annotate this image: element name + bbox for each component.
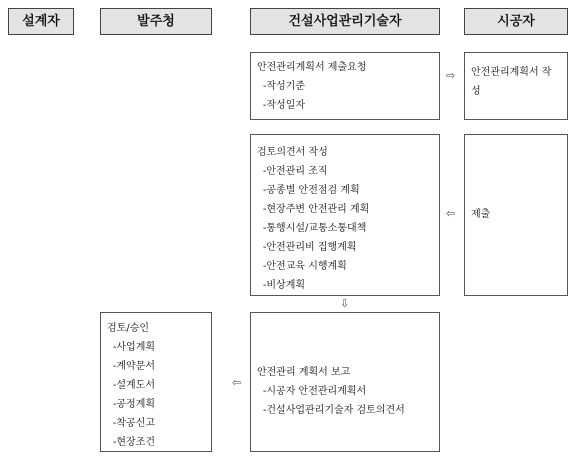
list-item: -작성기준 xyxy=(263,81,306,92)
left-arrow-icon: ⇦ xyxy=(232,376,242,389)
list-item: -착공신고 xyxy=(113,418,156,429)
contractor-submit-box xyxy=(464,134,568,296)
supervisor-report-list xyxy=(251,382,439,420)
client-approval-title: 검토/승인 xyxy=(107,323,150,334)
list-item: -통행시설/교통소통대책 xyxy=(263,223,367,234)
left-arrow-icon: ⇦ xyxy=(446,207,456,220)
list-item: -안전교육 시행계획 xyxy=(263,261,347,272)
supervisor-report-title: 안전관리 계획서 보고 xyxy=(257,367,351,378)
list-item: -건설사업관리기술자 검토의견서 xyxy=(263,405,405,416)
list-item: -공정계획 xyxy=(113,399,156,410)
list-item: -사업계획 xyxy=(113,342,156,353)
down-arrow-icon: ⇩ xyxy=(340,297,350,310)
header-contractor: 시공자 xyxy=(464,8,568,35)
contractor-submit-title: 제출 xyxy=(471,209,491,220)
list-item: -설계도서 xyxy=(113,380,156,391)
contractor-write-title: 안전관리계획서 작성 xyxy=(471,67,552,97)
right-arrow-icon: ⇨ xyxy=(446,69,456,82)
header-supervisor: 건설사업관리기술자 xyxy=(250,8,440,35)
list-item: -공종별 안전점검 계획 xyxy=(263,185,360,196)
list-item: -비상계획 xyxy=(263,280,306,291)
list-item: -안전관리비 집행계획 xyxy=(263,242,357,253)
list-item: -현장조건 xyxy=(113,437,156,448)
supervisor-request-title: 안전관리계획서 제출요청 xyxy=(257,62,367,73)
list-item: -현장주변 안전관리 계획 xyxy=(263,204,370,215)
supervisor-report-box xyxy=(250,312,440,452)
client-approval-list xyxy=(101,338,211,452)
header-client: 발주청 xyxy=(100,8,212,35)
supervisor-review-title: 검토의견서 작성 xyxy=(257,147,328,158)
list-item: -안전관리 조직 xyxy=(263,166,328,177)
supervisor-request-list xyxy=(251,77,439,115)
list-item: -계약문서 xyxy=(113,361,156,372)
client-approval-box xyxy=(100,312,212,452)
supervisor-request-box xyxy=(250,52,440,120)
list-item: -작성일자 xyxy=(263,100,306,111)
contractor-write-box xyxy=(464,52,568,120)
supervisor-review-list xyxy=(251,162,439,295)
list-item: -시공자 안전관리계획서 xyxy=(263,386,367,397)
supervisor-review-box xyxy=(250,134,440,296)
header-designer: 설계자 xyxy=(8,8,74,35)
